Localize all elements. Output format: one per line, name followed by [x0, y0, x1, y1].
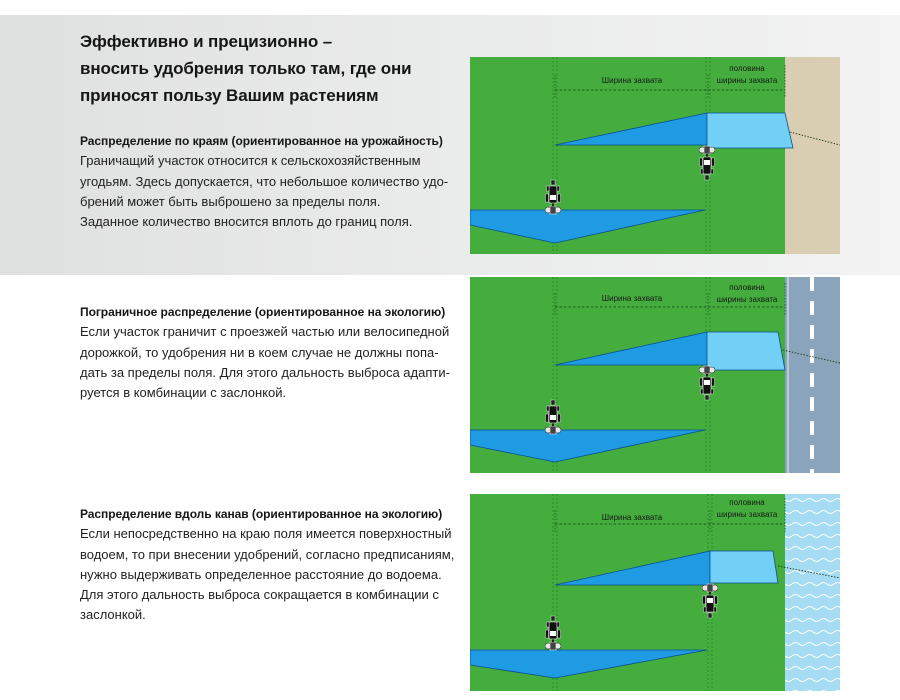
section-border-spreading	[80, 302, 465, 403]
swath-width-label: Ширина захвата	[601, 294, 663, 303]
diagram-ditch-spreading	[470, 494, 840, 691]
half-swath-label-line2: ширины захвата	[716, 510, 778, 519]
half-swath-label-line1: половина	[729, 283, 765, 292]
spread-pattern-edge	[707, 332, 785, 370]
section-edge-spreading	[80, 131, 465, 232]
body-line: заслонкой.	[80, 607, 146, 623]
body-line: Если участок граничит с проезжей частью или велосипедной	[80, 324, 450, 340]
body-line: Заданное количество вносится вплоть до границ поля.	[80, 214, 413, 230]
body-line: нужно выдерживать определенное расстояние до водоема.	[80, 566, 442, 582]
section-heading: Распределение вдоль канав (ориентированное на экологию)	[80, 507, 443, 521]
title-line: приносят пользу Вашим растениям	[80, 86, 379, 105]
half-swath-label-line2: ширины захвата	[716, 295, 778, 304]
body-line: дать за пределы поля. Для этого дальность выброса адапти-	[80, 364, 450, 380]
water-waves	[785, 494, 840, 691]
body-line: руется в комбинации с заслонкой.	[80, 385, 287, 401]
body-line: угодьям. Здесь допускается, что небольшое количество удо-	[80, 173, 449, 189]
diagram-svg	[470, 494, 840, 691]
swath-width-label: Ширина захвата	[601, 76, 663, 85]
title-line: вносить удобрения только там, где они	[80, 59, 412, 78]
spread-pattern-edge	[710, 551, 778, 583]
section-ditch-spreading	[80, 504, 465, 626]
diagram-svg	[470, 57, 840, 254]
body-line: дорожкой, то удобрения ни в коем случае не должны попа-	[80, 344, 439, 360]
half-swath-label-line1: половина	[729, 64, 765, 73]
title-line: Эффективно и прецизионно –	[80, 32, 333, 51]
body-line: Для этого дальность выброса сокращается в комбинации с	[80, 587, 439, 603]
body-line: Граничащий участок относится к сельскохозяйственным	[80, 153, 421, 169]
diagram-edge-spreading	[470, 57, 840, 254]
spread-pattern-edge	[707, 113, 793, 148]
swath-width-label: Ширина захвата	[601, 513, 663, 522]
body-line: брений может быть выброшено за пределы поля.	[80, 193, 381, 209]
body-line: Если непосредственно на краю поля имеется поверхностный	[80, 526, 452, 542]
farmland-border	[785, 57, 840, 254]
section-heading: Распределение по краям (ориентированное на урожайность)	[80, 134, 443, 148]
body-line: водоем, то при внесении удобрений, согласно предписаниям,	[80, 546, 455, 562]
half-swath-label-line1: половина	[729, 498, 765, 507]
half-swath-label-line2: ширины захвата	[716, 76, 778, 85]
page-title	[80, 28, 412, 109]
section-heading: Пограничное распределение (ориентированное на экологию)	[80, 305, 446, 319]
diagram-svg	[470, 277, 840, 473]
diagram-border-spreading	[470, 277, 840, 473]
